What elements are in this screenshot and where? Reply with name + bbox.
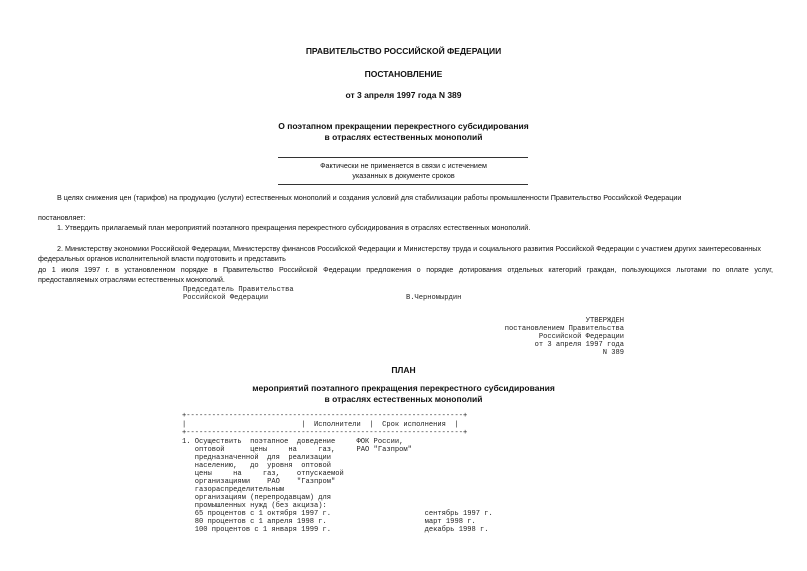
notice-bottom-rule	[278, 184, 528, 185]
decree-item-2-line4: предоставляемых отраслями естественных монополий.	[38, 275, 225, 284]
government-heading: ПРАВИТЕЛЬСТВО РОССИЙСКОЙ ФЕДЕРАЦИИ	[305, 46, 502, 56]
table-row: 65 процентов с 1 октября 1997 г. сентябрь 1997 г.	[182, 510, 493, 518]
approval-line-1: УТВЕРЖДЕН	[585, 317, 624, 325]
decree-item-2-line3: до 1 июля 1997 г. в установленном порядке в Правительство Российской Федерации предложения о порядке дотирования отдельных категорий граждан, пользующихся льготами по оплате услуг,	[38, 265, 773, 274]
signature-role-line2: Российской Федерации	[183, 294, 269, 302]
signature-role-line1: Председатель Правительства	[183, 286, 294, 294]
table-row: оптовой цены на газ, РАО "Газпром"	[182, 446, 412, 454]
plan-subtitle-line2: в отраслях естественных монополий	[324, 394, 483, 404]
table-row: 100 процентов с 1 января 1999 г. декабрь 1998 г.	[182, 526, 489, 534]
table-row: цены на газ, отпускаемой	[182, 470, 344, 478]
preamble-paragraph: В целях снижения цен (тарифов) на продукцию (услуги) естественных монополий и создания условий для стабилизации работы промышленности Правительство Российской Федерации	[57, 193, 682, 202]
plan-heading: ПЛАН	[391, 365, 416, 375]
notice-line2: указанных в документе сроков	[352, 171, 455, 180]
table-border-top: +-----------------------------------------------------------------+	[182, 412, 468, 420]
notice-line1: Фактически не применяется в связи с истечением	[320, 161, 487, 170]
table-border-mid: +-----------------------------------------------------------------+	[182, 429, 468, 437]
signature-name: В.Черномырдин	[406, 294, 462, 302]
table-row: промышленных нужд (без акциза):	[182, 502, 327, 510]
table-row: 80 процентов с 1 апреля 1998 г. март 1998 г.	[182, 518, 476, 526]
notice-top-rule	[278, 157, 528, 158]
approval-line-2: постановлением Правительства	[504, 325, 624, 333]
decrees-word: постановляет:	[38, 213, 86, 222]
approval-line-3: Российской Федерации	[538, 333, 624, 341]
table-row: организациями РАО "Газпром"	[182, 478, 336, 486]
decree-item-2-line1: 2. Министерству экономики Российской Федерации, Министерству финансов Российской Федерации и Министерству труда и социального развития Российской Федерации с участием других заинтересованных	[57, 244, 761, 253]
table-row: газораспределительным	[182, 486, 285, 494]
table-row: 1. Осуществить поэтапное доведение ФОК России,	[182, 438, 404, 446]
plan-subtitle-line1: мероприятий поэтапного прекращения перекрестного субсидирования	[252, 383, 555, 393]
approval-line-4: от 3 апреля 1997 года	[534, 341, 624, 349]
table-row: организациям (перепродавцам) для	[182, 494, 331, 502]
decree-item-1: 1. Утвердить прилагаемый план мероприятий поэтапного прекращения перекрестного субсидирования в отраслях естественных монополий.	[57, 223, 531, 232]
approval-line-5: N 389	[602, 349, 624, 357]
document-date-number: от 3 апреля 1997 года N 389	[345, 90, 462, 100]
decree-item-2-line2: федеральных органов исполнительной власти подготовить и представить	[38, 254, 286, 263]
document-type: ПОСТАНОВЛЕНИЕ	[364, 69, 443, 79]
table-header-row: | | Исполнители | Срок исполнения |	[182, 421, 459, 429]
table-row: населению, до уровня оптовой	[182, 462, 331, 470]
table-row: предназначенной для реализации	[182, 454, 331, 462]
document-title-line2: в отраслях естественных монополий	[324, 132, 483, 142]
document-title-line1: О поэтапном прекращении перекрестного субсидирования	[278, 121, 529, 131]
